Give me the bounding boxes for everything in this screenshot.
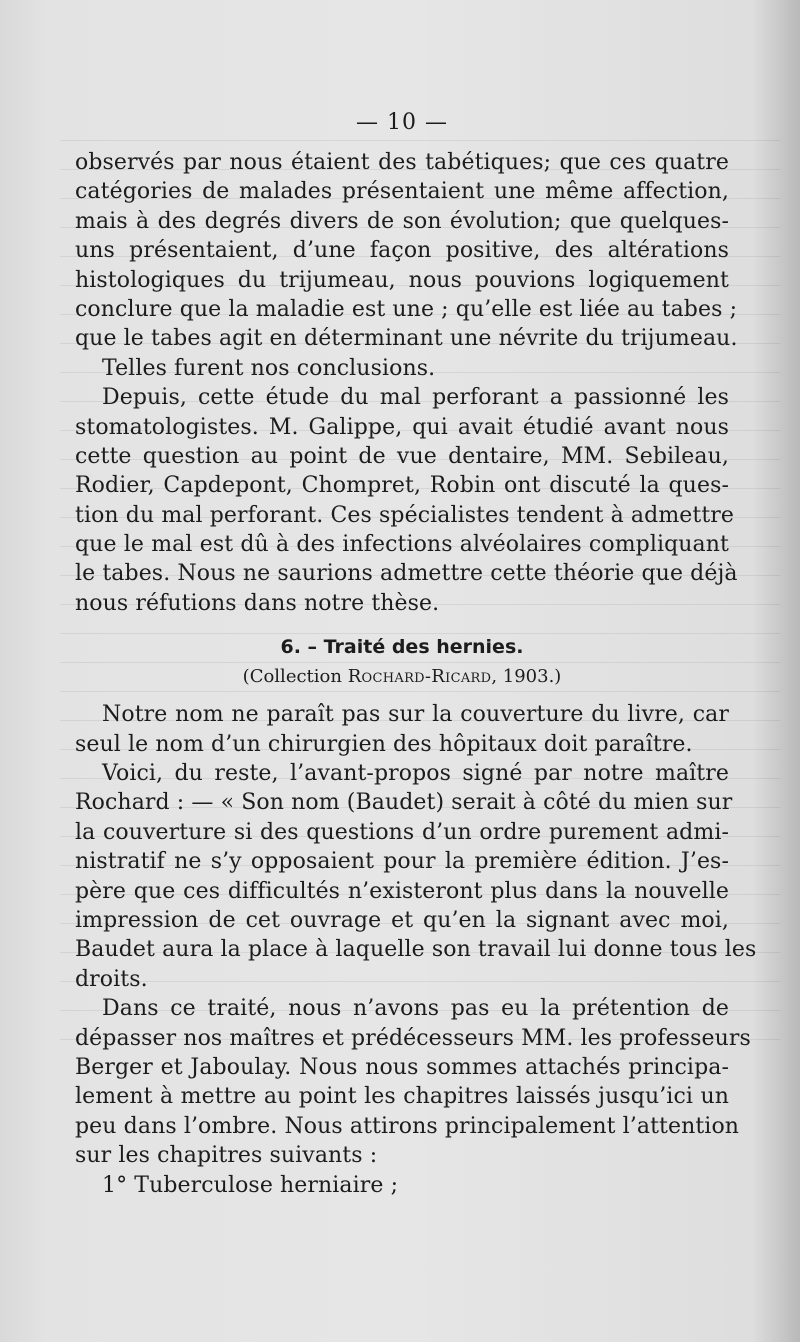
paragraph — [75, 354, 729, 383]
paragraph — [75, 700, 729, 759]
paragraph — [75, 1171, 729, 1200]
text-line: observés par nous étaient des tabétiques; que ces quatre — [75, 150, 729, 175]
page-number: — 10 — — [356, 110, 448, 135]
text-line: Voici, du reste, l’avant-propos signé par notre maître — [102, 761, 729, 787]
text-line: Rodier, Capdepont, Chompret, Robin ont discuté la ques- — [75, 473, 729, 499]
text-line: catégories de malades présentaient une même affection, — [75, 179, 729, 205]
paragraph — [75, 383, 738, 618]
text-line: sur les chapitres suivants : — [75, 1143, 378, 1169]
text-line: Dans ce traité, nous n’avons pas eu la prétention de — [102, 996, 729, 1022]
subheading-authors: Rochard-Ricard — [347, 666, 492, 688]
text-line: que le tabes agit en déterminant une névrite du trijumeau. — [75, 326, 738, 352]
text-line: Rochard : — « Son nom (Baudet) serait à côté du mien sur — [75, 790, 733, 816]
text-line: mais à des degrés divers de son évolution; que quelques- — [75, 208, 729, 234]
text-line: droits. — [75, 966, 148, 992]
paragraph — [75, 994, 751, 1170]
section-heading: 6. – Traité des hernies. — [280, 636, 524, 659]
text-line: stomatologistes. M. Galippe, qui avait étudié avant nous — [75, 414, 729, 440]
text-line: le tabes. Nous ne saurions admettre cette théorie que déjà — [75, 561, 738, 587]
text-line: Notre nom ne paraît pas sur la couverture du livre, car — [102, 702, 729, 728]
text-line: impression de cet ouvrage et qu’en la signant avec moi, — [75, 907, 729, 933]
text-line: nistratif ne s’y opposaient pour la première édition. J’es- — [75, 849, 729, 875]
text-line: Depuis, cette étude du mal perforant a passionné les — [102, 385, 729, 411]
paragraph — [75, 148, 738, 354]
section-subheading — [75, 662, 729, 692]
paragraph — [75, 759, 757, 994]
text-line: seul le nom d’un chirurgien des hôpitaux doit paraître. — [75, 731, 693, 757]
text-line: la couverture si des questions d’un ordre purement admi- — [75, 819, 729, 845]
text-line: que le mal est dû à des infections alvéolaires compliquant — [75, 532, 729, 558]
text-line: père que ces difficultés n’existeront plus dans la nouvelle — [75, 878, 729, 904]
text-line: cette question au point de vue dentaire, MM. Sebileau, — [75, 443, 729, 469]
text-line: peu dans l’ombre. Nous attirons principalement l’attention — [75, 1113, 740, 1139]
text-line: Berger et Jaboulay. Nous nous sommes attachés principa- — [75, 1054, 729, 1080]
text-line: uns présentaient, d’une façon positive, des altérations — [75, 238, 729, 264]
text-line: histologiques du trijumeau, nous pouvions logiquement — [75, 267, 729, 293]
subheading-suffix: , 1903.) — [491, 666, 562, 688]
text-line: tion du mal perforant. Ces spécialistes tendent à admettre — [75, 502, 735, 528]
list-item: 1° Tuberculose herniaire ; — [102, 1172, 399, 1198]
subheading-prefix: (Collection — [242, 666, 348, 688]
text-line: dépasser nos maîtres et prédécesseurs MM. les professeurs — [75, 1025, 751, 1051]
page-content — [75, 108, 757, 1200]
text-line: Baudet aura la place à laquelle son travail lui donne tous les — [75, 937, 757, 963]
text-line: lement à mettre au point les chapitres laissés jusqu’ici un — [75, 1084, 729, 1110]
text-line: conclure que la maladie est une ; qu’elle est liée au tabes ; — [75, 296, 738, 322]
text-line: Telles furent nos conclusions. — [102, 355, 436, 381]
text-line: nous réfutions dans notre thèse. — [75, 590, 440, 616]
